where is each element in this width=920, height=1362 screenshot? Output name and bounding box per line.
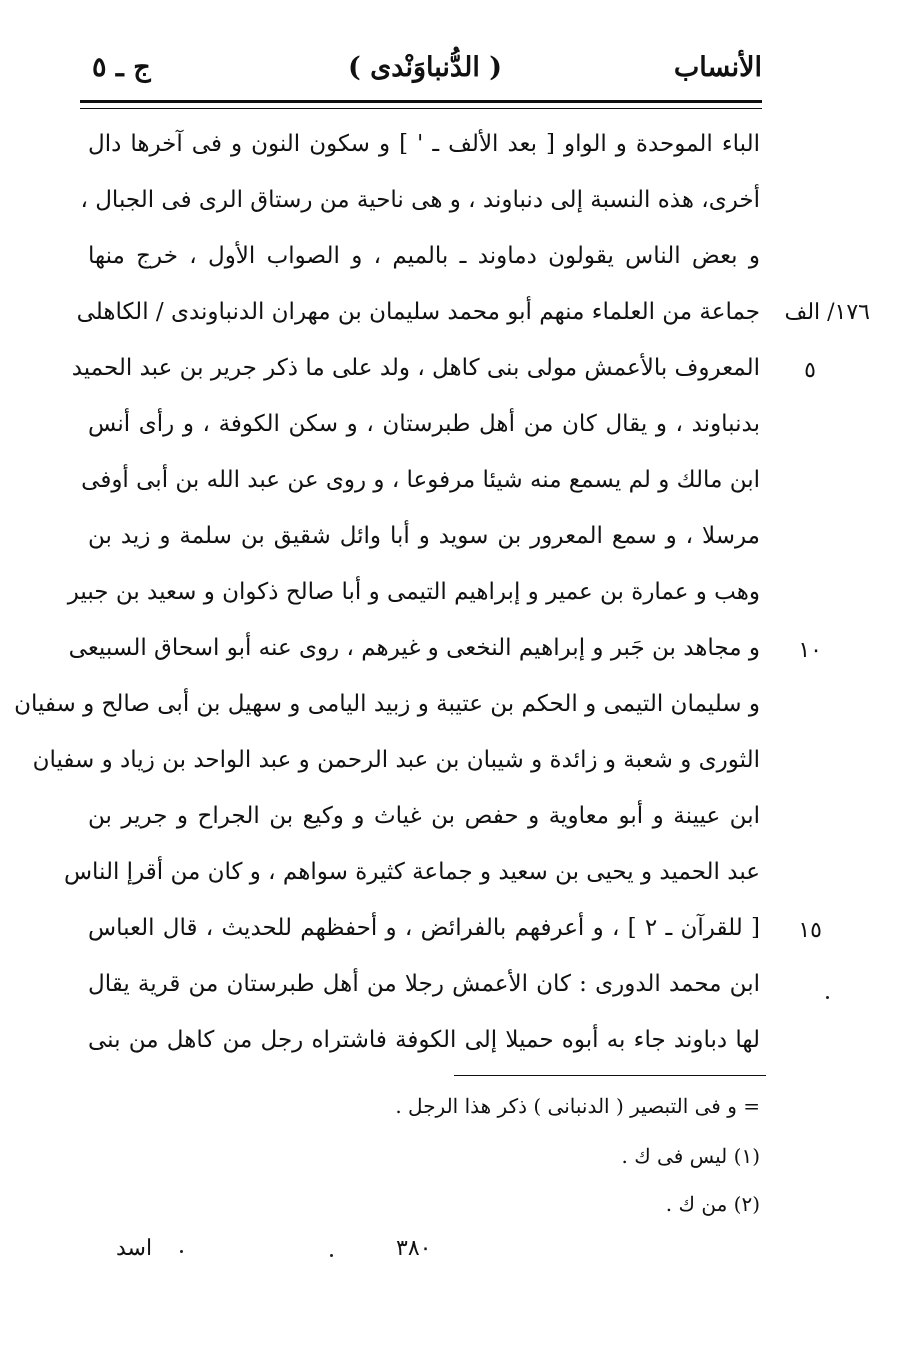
footnote-2: (٢) من ك . xyxy=(665,1192,760,1216)
page-number: ٣٨٠ xyxy=(396,1236,432,1261)
text-line: و مجاهد بن جَبر و إبراهيم النخعى و غيرهم ، روى عنه أبو اسحاق السبيعى xyxy=(68,635,760,661)
text-line: و سليمان التيمى و الحكم بن عتيبة و زبيد اليامى و سهيل بن أبى صالح و سفيان xyxy=(14,691,760,717)
text-line: أخرى، هذه النسبة إلى دنباوند ، و هى ناحية من رستاق الرى فى الجبال ، xyxy=(80,187,760,213)
header-rule-thin xyxy=(80,108,762,109)
footnote-rule xyxy=(454,1075,766,1076)
running-title: الأنساب xyxy=(673,52,762,83)
text-line: و بعض الناس يقولون دماوند ـ بالميم ، و الصواب الأول ، خرج منها xyxy=(88,243,760,269)
text-line: مرسلا ، و سمع المعرور بن سويد و أبا وائل شقيق بن سلمة و زيد بن xyxy=(88,523,760,549)
text-line: المعروف بالأعمش مولى بنى كاهل ، ولد على ما ذكر جرير بن عبد الحميد xyxy=(71,355,760,381)
volume-label: ج ـ ٥ xyxy=(92,52,151,83)
folio-marker: ١٧٦/ الف xyxy=(784,300,870,325)
text-line: لها دباوند جاء به أبوه حميلا إلى الكوفة فاشتراه رجل من كاهل من بنى xyxy=(88,1027,760,1053)
footnote-1: (١) ليس فى ك . xyxy=(621,1144,760,1168)
text-line: [ للقرآن ـ ٢ ] ، و أعرفهم بالفرائض ، و أحفظهم للحديث ، قال العباس xyxy=(88,915,760,941)
text-line: جماعة من العلماء منهم أبو محمد سليمان بن مهران الدنباوندى / الكاهلى xyxy=(76,299,760,325)
text-line: الثورى و شعبة و زائدة و شيبان بن عبد الرحمن و عبد الواحد بن زياد و سفيان xyxy=(32,747,760,773)
header-rule-thick xyxy=(80,100,762,103)
section-title: ( الدُّنباوَنْدى ) xyxy=(348,52,502,83)
text-line: بدنباوند ، و يقال كان من أهل طبرستان ، و سكن الكوفة ، و رأى أنس xyxy=(88,411,760,437)
text-line: الباء الموحدة و الواو [ بعد الألف ـ ' ] و سكون النون و فى آخرها دال xyxy=(88,131,760,157)
text-line: ابن عيينة و أبو معاوية و حفص بن غياث و وكيع بن الجراح و جرير بن xyxy=(88,803,760,829)
line-number-15: ١٥ xyxy=(798,918,822,943)
footnote-continuation: = و فى التبصير ( الدنبانى ) ذكر هذا الرجل . xyxy=(395,1094,760,1118)
speck-dot xyxy=(180,1250,183,1253)
margin-dot xyxy=(826,996,829,999)
line-number-10: ١٠ xyxy=(798,638,822,663)
speck-dot xyxy=(330,1254,333,1257)
signature-mark: اسد xyxy=(116,1236,153,1261)
text-line: ابن محمد الدورى : كان الأعمش رجلا من أهل طبرستان من قرية يقال xyxy=(88,971,760,997)
text-line: ابن مالك و لم يسمع منه شيئا مرفوعا ، و روى عن عبد الله بن أبى أوفى xyxy=(81,467,760,493)
text-line: عبد الحميد و يحيى بن سعيد و جماعة كثيرة سواهم ، و كان من أقرإ الناس xyxy=(63,859,760,885)
text-line: وهب و عمارة بن عمير و إبراهيم التيمى و أبا صالح ذكوان و سعيد بن جبير xyxy=(67,579,760,605)
line-number-5: ٥ xyxy=(804,358,816,383)
